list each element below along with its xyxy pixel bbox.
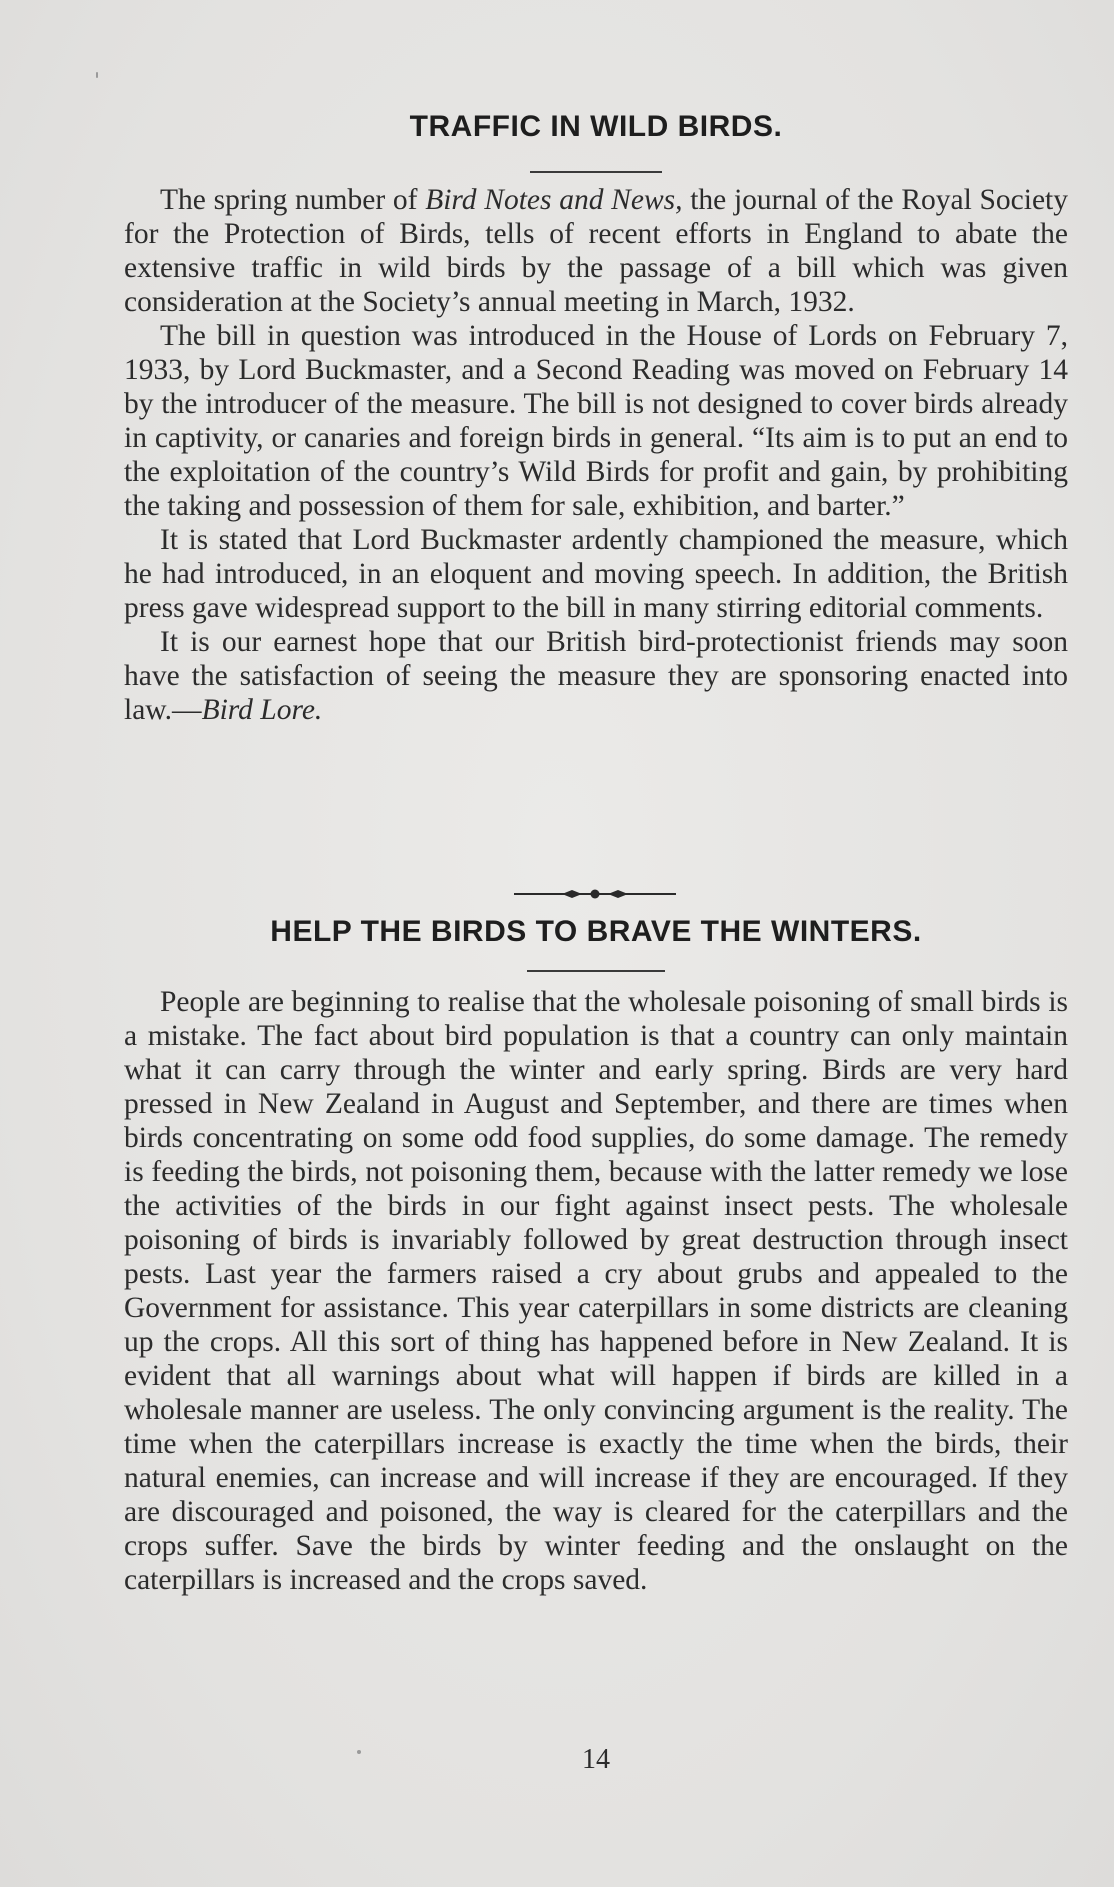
article-body-help-the-birds <box>124 985 1068 1597</box>
title-underline-rule <box>530 171 662 173</box>
paragraph: It is stated that Lord Buckmaster ardently championed the measure, which he had introduced, in an eloquent and moving speech. In addition, the British press gave widespread support to the bill in many stirring editorial comments. <box>124 524 1068 624</box>
divider-diamond-left <box>562 890 582 898</box>
title-underline-rule <box>527 970 665 972</box>
paragraph-text: the journal of the Royal Society for the Protection of Birds, tells of recent efforts in England to abate the extensive traffic in wild birds by the passage of a bill which was given consideration at the Society’s annual meeting in March, 1932. <box>124 184 1068 318</box>
paragraph <box>124 625 1068 727</box>
article-body-traffic <box>124 183 1068 727</box>
journal-title-italic: Bird Notes and News, <box>425 184 683 216</box>
article-title-traffic-in-wild-birds: TRAFFIC IN WILD BIRDS. <box>409 110 783 143</box>
paragraph <box>124 183 1068 319</box>
paragraph: The bill in question was introduced in the House of Lords on February 7, 1933, by Lord Buckmaster, and a Second Reading was moved on February 14 by the introducer of the measure. The bill is not designed to cover birds already in captivity, or canaries and foreign birds in general. “Its aim is to put an end to the exploitation of the country’s Wild Birds for profit and gain, by prohibiting the taking and possession of them for sale, exhibition, and barter.” <box>124 320 1068 522</box>
source-citation-italic: Bird Lore. <box>201 694 323 726</box>
print-speck <box>96 72 98 78</box>
section-divider-ornament <box>514 888 676 900</box>
page-number: 14 <box>582 1744 610 1775</box>
paragraph-text: It is our earnest hope that our British bird-protectionist friends may soon have the satisfaction of seeing the measure they are sponsoring enacted into law.— <box>124 626 1068 726</box>
divider-center-dot <box>591 890 600 899</box>
paragraph-text: The spring number of <box>160 184 426 216</box>
divider-diamond-right <box>608 890 628 898</box>
paragraph: People are beginning to realise that the wholesale poisoning of small birds is a mistake. The fact about bird population is that a country can only maintain what it can carry through the winter and early spring. Birds are very hard pressed in New Zealand in August and September, and there are times when birds concentrating on some odd food supplies, do some damage. The remedy is feeding the birds, not poisoning them, because with the latter remedy we lose the activities of the birds in our fight against insect pests. The wholesale poisoning of birds is invariably followed by great destruction through insect pests. Last year the farmers raised a cry about grubs and appealed to the Government for assistance. This year caterpillars in some districts are cleaning up the crops. All this sort of thing has happened before in New Zealand. It is evident that all warnings about what will happen if birds are killed in a wholesale manner are useless. The only convincing argument is the reality. The time when the caterpillars increase is exactly the time when the birds, their natural enemies, can increase and will increase if they are encouraged. If they are discouraged and poisoned, the way is cleared for the caterpillars and the crops suffer. Save the birds by winter feeding and the onslaught on the caterpillars is increased and the crops saved. <box>124 986 1068 1596</box>
print-speck <box>357 1750 361 1754</box>
article-title-help-the-birds: HELP THE BIRDS TO BRAVE THE WINTERS. <box>270 915 922 948</box>
